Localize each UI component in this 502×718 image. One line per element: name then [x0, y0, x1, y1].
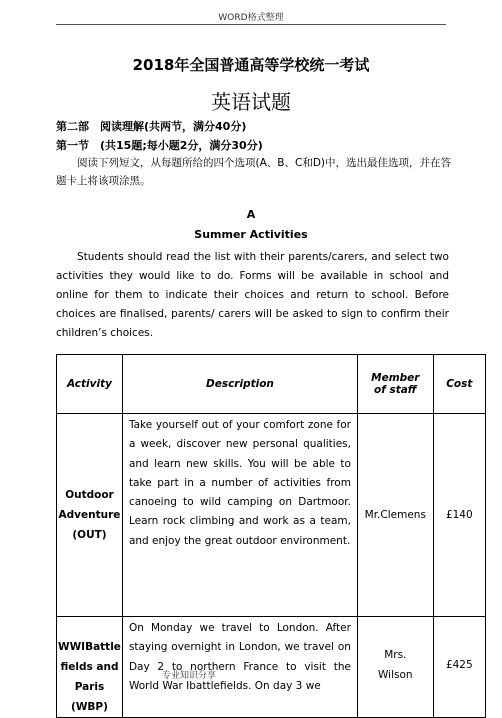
description-cell: On Monday we travel to London. After staying overnight in London, we travel on Day 2 to northern France to visit the World War Ⅰbattlefields. On day 3 we	[122, 617, 357, 718]
staff-cell	[357, 617, 433, 718]
staff-line: Wilson	[378, 669, 413, 681]
activity-line: fields and	[60, 661, 119, 673]
activity-line: WWⅠBattle	[58, 641, 121, 653]
table-header-row	[57, 355, 486, 414]
description-cell: Take yourself out of your comfort zone for a week, discover new personal qualities, and learn new skills. You will be able to take part in a number of activities from canoeing to wild camping on Dartmoor. Learn rock climbing and work as a team, and enjoy the great outdoor environment.	[122, 414, 357, 617]
passage-paragraph: Students should read the list with their parents/carers, and select two activities they would like to do. Forms will be available in school and online for them to indicate their choices and return to school. Before choices are finalised, parents/ carers will be asked to sign to confirm their children’s choices.	[56, 251, 449, 339]
header-cost: Cost	[433, 355, 485, 414]
header-divider	[56, 24, 446, 25]
activity-cell	[57, 617, 123, 718]
cost-cell: £140	[433, 414, 485, 617]
header-note: WORD格式整理	[218, 13, 284, 23]
activity-line: Paris (WBP)	[71, 681, 108, 713]
staff-line: Mr.Clemens	[364, 509, 426, 521]
header-staff-line1: Member	[371, 372, 420, 384]
header-staff-line2: of staff	[374, 384, 417, 396]
staff-cell	[357, 414, 433, 617]
activity-line: Outdoor	[65, 489, 114, 501]
exam-title: 2018年全国普通高等学校统一考试	[132, 56, 370, 74]
section-one-heading: 第一节 (共15题;每小题2分，满分30分)	[56, 139, 263, 152]
table-row	[57, 617, 486, 718]
cost-value: £425	[445, 659, 473, 671]
table-row	[57, 414, 486, 617]
activity-line: Adventure	[58, 509, 121, 521]
cost-cell	[433, 617, 485, 718]
activity-cell	[57, 414, 123, 617]
exam-subtitle: 英语试题	[211, 90, 291, 114]
header-member-of-staff	[357, 355, 433, 414]
header-description: Description	[122, 355, 357, 414]
section-part-heading: 第二部 阅读理解(共两节，满分40分)	[56, 120, 247, 133]
header-activity: Activity	[57, 355, 123, 414]
activity-line: (OUT)	[72, 529, 107, 541]
staff-line: Mrs.	[384, 649, 407, 661]
footer-note: 专业知识分享	[162, 671, 217, 681]
passage-letter: A	[246, 208, 256, 221]
instructions: 阅读下列短文，从每题所给的四个选项(A、B、C和D)中，选出最佳选项，并在答题卡上将该项涂黑。	[56, 157, 451, 187]
passage-title: Summer Activities	[194, 228, 308, 241]
activities-table	[56, 354, 486, 718]
